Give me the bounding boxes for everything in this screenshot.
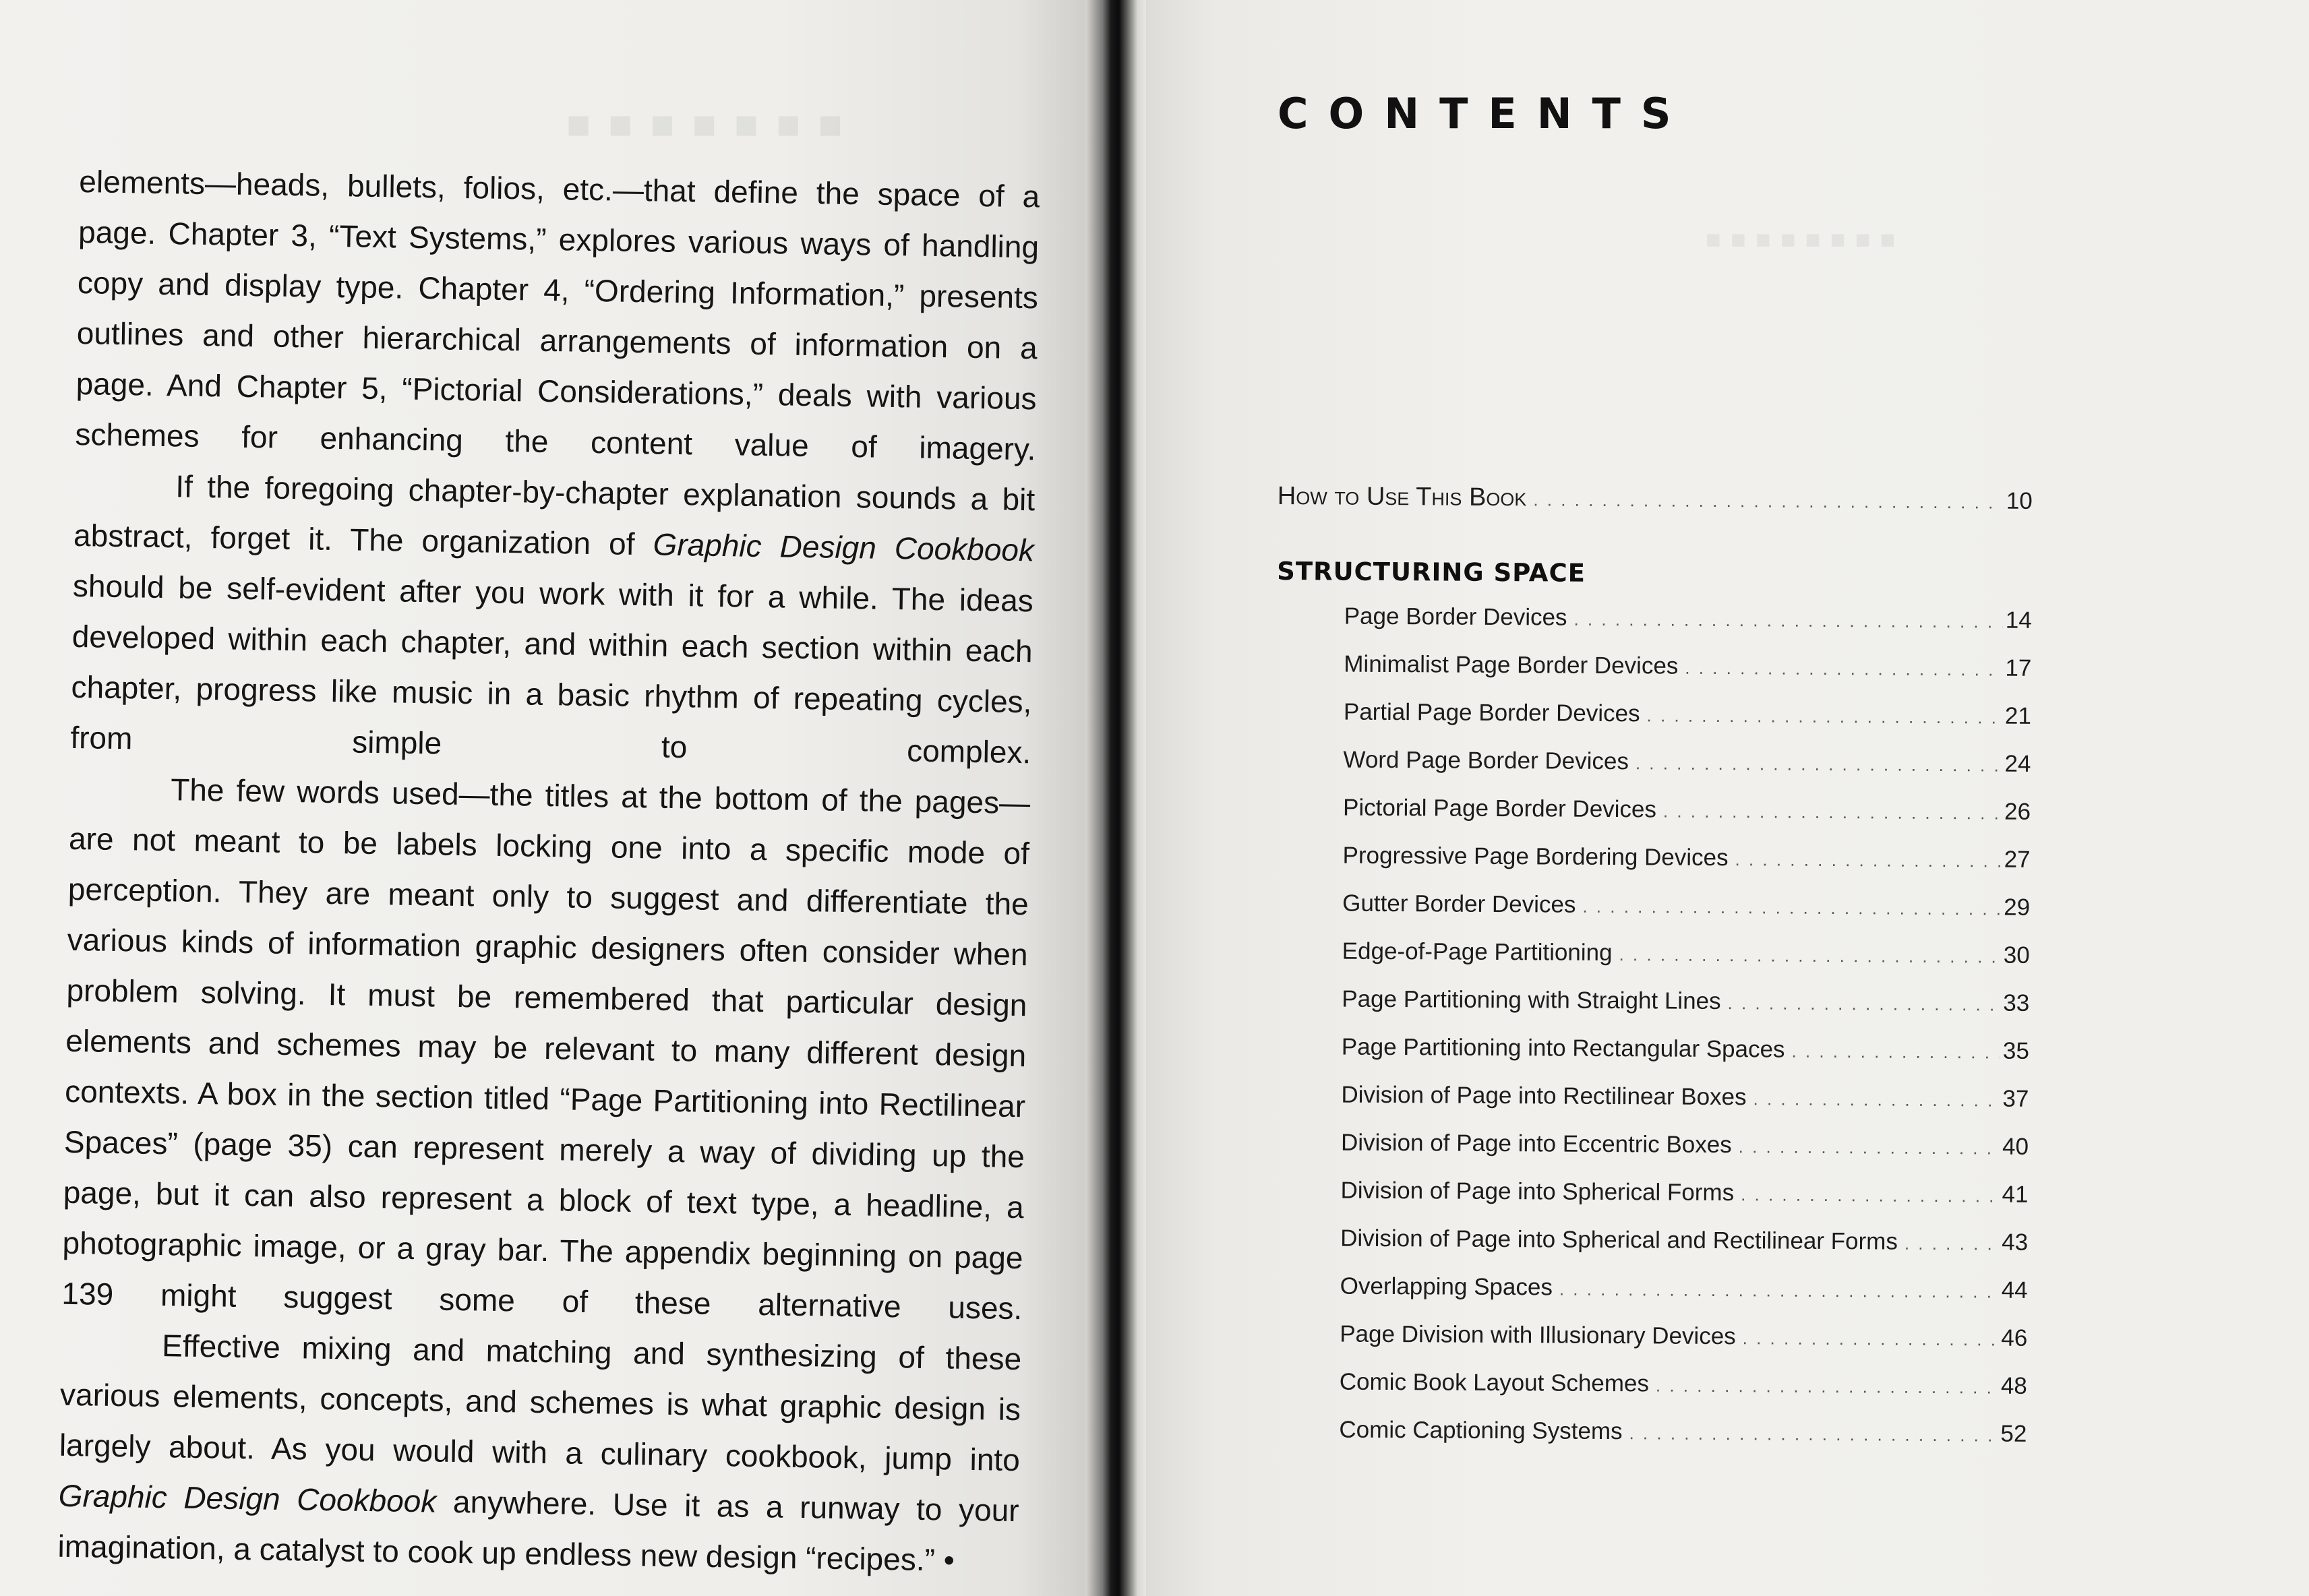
toc-entry[interactable] — [1273, 1225, 2028, 1277]
dot-leader — [1727, 993, 2000, 1015]
toc-entry-label: How to Use This Book — [1277, 482, 1527, 512]
toc-entry-list — [1271, 603, 2032, 1469]
toc-entry[interactable] — [1276, 794, 2031, 847]
paragraph-4: Effective mixing and matching and synthesizing of these various elements, concepts, and schemes is what graphic design is largely about. As you would with a culinary cookbook, jump into Graphic Design Cookbook anywhere. Use it as a runway to your imagination, a catalyst to cook up endless new design “recipes.” • — [57, 1328, 1022, 1578]
dot-leader — [1629, 1423, 1998, 1446]
body-text — [57, 156, 1040, 1587]
toc-entry[interactable] — [1276, 746, 2031, 799]
dot-leader — [1741, 1184, 2000, 1206]
dot-leader — [1791, 1041, 2000, 1064]
toc-entry-page: 30 — [2003, 942, 2030, 969]
dot-leader — [1533, 489, 2004, 513]
toc-entry-page: 26 — [2004, 798, 2031, 825]
paragraph-1: elements—heads, bullets, folios, etc.—that define the space of a page. Chapter 3, “Text Systems,” explores various ways of handling copy and display type. Chapter 4, “Ordering Information,” presents outlines and other hierarchical arrangements of information on a page. And Chapter 5, “Pictorial Considerations,” deals with various schemes for enhancing the content value of imagery. — [75, 163, 1040, 467]
toc-entry[interactable] — [1274, 985, 2029, 1038]
dot-leader — [1685, 658, 2002, 681]
toc-entry-page: 52 — [2000, 1420, 2027, 1447]
toc-entry-label: Overlapping Spaces — [1340, 1272, 1553, 1301]
toc-entry[interactable] — [1274, 1033, 2029, 1086]
toc-entry-label: Partial Page Border Devices — [1343, 698, 1640, 727]
bleed-through-text: ■■■■■■■ — [566, 102, 860, 147]
dot-leader — [1573, 609, 2003, 633]
toc-entry-page: 29 — [2004, 894, 2031, 921]
toc-entry-page: 14 — [2005, 607, 2032, 634]
toc-entry-label: Word Page Border Devices — [1343, 746, 1629, 775]
dot-leader — [1559, 1279, 1999, 1303]
book-gutter — [1085, 0, 1146, 1596]
toc-entry[interactable] — [1274, 938, 2029, 990]
bleed-through-text: ■■■■■■■■ — [1706, 226, 1905, 254]
toc-entry-how-to-use[interactable] — [1278, 482, 2033, 534]
toc-entry[interactable] — [1276, 698, 2031, 751]
dot-leader — [1619, 944, 2000, 967]
toc-entry-page: 41 — [2002, 1181, 2029, 1208]
dot-leader — [1663, 801, 2002, 824]
toc-entry-page: 43 — [2002, 1229, 2029, 1256]
toc-entry-label: Division of Page into Eccentric Boxes — [1340, 1129, 1732, 1159]
toc-entry[interactable] — [1275, 890, 2030, 942]
toc-entry-label: Page Border Devices — [1344, 603, 1567, 631]
toc-entry-label: Division of Page into Spherical Forms — [1340, 1177, 1735, 1206]
toc-entry[interactable] — [1276, 603, 2031, 655]
toc-entry-page: 48 — [2000, 1372, 2027, 1399]
toc-entry-page: 10 — [2006, 487, 2033, 514]
dot-leader — [1656, 1375, 1998, 1398]
toc-entry-label: Division of Page into Spherical and Rectilinear Forms — [1340, 1225, 1898, 1255]
dot-leader — [1636, 753, 2002, 776]
toc-entry-label: Division of Page into Rectilinear Boxes — [1341, 1081, 1747, 1111]
toc-entry[interactable] — [1271, 1416, 2027, 1469]
section-heading: STRUCTURING SPACE — [1277, 556, 1586, 588]
toc-entry-label: Edge-of-Page Partitioning — [1342, 938, 1613, 966]
toc-entry[interactable] — [1276, 650, 2031, 703]
dot-leader — [1646, 705, 2002, 728]
dot-leader — [1753, 1088, 2000, 1111]
toc-entry-page: 17 — [2005, 654, 2032, 681]
toc-entry-label: Progressive Page Bordering Devices — [1342, 842, 1729, 871]
toc-entry-page: 44 — [2001, 1277, 2028, 1303]
dot-leader — [1905, 1233, 1999, 1255]
toc-entry-label: Comic Book Layout Schemes — [1339, 1368, 1650, 1397]
toc-entry-label: Gutter Border Devices — [1342, 890, 1576, 918]
toc-entry-label: Page Partitioning with Straight Lines — [1342, 985, 1721, 1015]
toc-entry[interactable] — [1272, 1320, 2027, 1373]
toc-entry-label: Comic Captioning Systems — [1339, 1416, 1623, 1445]
toc-entry-page: 21 — [2004, 702, 2032, 729]
toc-entry-page: 33 — [2003, 989, 2030, 1016]
toc-entry-label: Page Partitioning into Rectangular Spaces — [1341, 1033, 1785, 1063]
toc-entry[interactable] — [1275, 842, 2030, 894]
toc-entry-label: Page Division with Illusionary Devices — [1340, 1320, 1736, 1350]
book-title-italic: Graphic Design Cookbook — [653, 526, 1035, 568]
toc-entry[interactable] — [1273, 1177, 2028, 1229]
toc-entry-page: 35 — [2002, 1037, 2029, 1064]
toc-entry-label: Minimalist Page Border Devices — [1344, 650, 1679, 679]
toc-entry[interactable] — [1273, 1129, 2029, 1181]
paragraph-2: If the foregoing chapter-by-chapter explanation sounds a bit abstract, forget it. The organization of Graphic Design Cookbook should be self-evident after you work with it for a while. The ideas developed within each chapter, and within each section within each chapter, progress like music in a basic rhythm of repeating cycles, from simple to complex. — [70, 468, 1036, 770]
toc-entry[interactable] — [1273, 1081, 2029, 1134]
dot-leader — [1582, 896, 2001, 920]
toc-entry-page: 40 — [2002, 1133, 2029, 1160]
book-title-italic: Graphic Design Cookbook — [58, 1477, 437, 1519]
toc-entry-page: 27 — [2004, 846, 2031, 873]
contents-title: CONTENTS — [1278, 89, 1691, 138]
toc-entry-page: 46 — [2001, 1324, 2028, 1351]
paragraph-3: The few words used—the titles at the bottom of the pages—are not meant to be labels locking one into a specific mode of perception. They are meant only to suggest and differentiate the various kinds of information graphic designers often consider when problem solving. It must be remembered that particular design elements and schemes may be relevant to many different design contexts. A box in the section titled “Page Partitioning into Rectilinear Spaces” (page 35) can represent merely a way of dividing up the page, but it can also represent a block of text type, a headline, a photographic image, or a gray bar. The appendix beginning on page 139 might suggest some of these alternative uses. — [61, 772, 1031, 1326]
right-page — [1146, 0, 2309, 1596]
dot-leader — [1735, 849, 2001, 871]
toc-entry-page: 24 — [2004, 750, 2031, 777]
left-page — [0, 0, 1106, 1596]
toc-entry-label: Pictorial Page Border Devices — [1342, 794, 1657, 823]
toc-entry[interactable] — [1272, 1368, 2027, 1421]
table-of-contents — [1271, 482, 2033, 1469]
dot-leader — [1739, 1136, 2000, 1159]
dot-leader — [1743, 1328, 1999, 1350]
toc-entry[interactable] — [1272, 1272, 2027, 1325]
toc-entry-page: 37 — [2002, 1085, 2029, 1112]
